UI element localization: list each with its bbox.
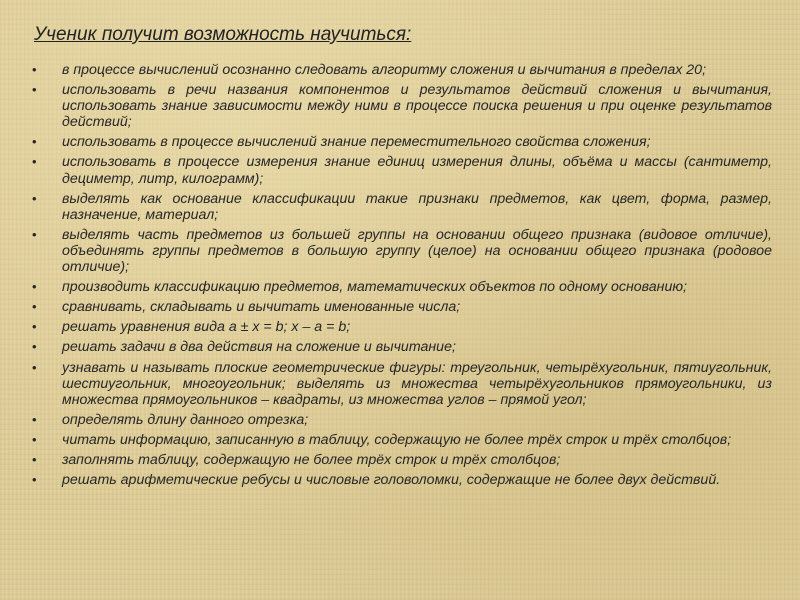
bullet-icon: •	[32, 451, 37, 467]
list-item-text: читать информацию, записанную в таблицу, содержащую не более трёх строк и трёх столбцов;	[62, 431, 732, 448]
list-item-text: сравнивать, складывать и вычитать именованные числа;	[62, 299, 461, 316]
list-item	[30, 227, 772, 275]
list-item	[30, 279, 772, 295]
list-item-text: в процессе вычислений осознанно следовать алгоритму сложения и вычитания в пределах 20;	[62, 62, 707, 78]
bullet-icon: •	[32, 279, 37, 295]
list-item-text: узнавать и называть плоские геометрические фигуры: треугольник, четырёхугольник, пятиугольник, шестиугольник, многоугольник; выделять из множества четырёхугольников прямоугольники, из множества прямоугольников – квадраты, из множества углов – прямой угол;	[62, 359, 772, 408]
list-item-text: определять длину данного отрезка;	[62, 411, 309, 428]
list-item-text: использовать в процессе вычислений знание переместительного свойства сложения;	[62, 134, 651, 151]
bullet-icon: •	[32, 339, 37, 355]
list-item	[30, 472, 772, 488]
list-item	[30, 432, 772, 448]
bullet-icon: •	[32, 154, 37, 170]
list-item	[30, 154, 772, 186]
bullet-icon: •	[32, 319, 37, 335]
bullet-icon: •	[32, 226, 37, 242]
list-item	[30, 299, 772, 315]
list-item-text: производить классификацию предметов, математических объектов по одному основанию;	[62, 279, 687, 296]
list-item	[30, 452, 772, 468]
list-item	[30, 82, 772, 130]
list-item-text: заполнять таблицу, содержащую не более трёх строк и трёх столбцов;	[62, 451, 561, 468]
bullet-icon: •	[32, 359, 37, 375]
outcome-list	[30, 62, 772, 492]
slide-title: Ученик получит возможность научиться:	[34, 24, 412, 45]
bullet-icon: •	[32, 190, 37, 206]
bullet-icon: •	[32, 299, 37, 315]
list-item-text: выделять часть предметов из большей группы на основании общего признака (видовое отличие), объединять группы предметов в большую группу (целое) на основании общего признака (родовое отличие);	[62, 226, 772, 276]
bullet-icon: •	[32, 411, 37, 427]
list-item	[30, 62, 772, 78]
list-item	[30, 339, 772, 355]
bullet-icon: •	[32, 134, 37, 150]
bullet-icon: •	[32, 472, 37, 488]
list-item	[30, 360, 772, 408]
list-item-text: использовать в речи названия компонентов и результатов действий сложения и вычитания, использовать знание зависимости между ними в процессе поиска решения и при оценке результатов действий;	[62, 82, 772, 131]
bullet-icon: •	[32, 62, 37, 77]
list-item	[30, 319, 772, 335]
bullet-icon: •	[32, 431, 37, 447]
list-item-text: выделять как основание классификации такие признаки предметов, как цвет, форма, размер, назначение, материал;	[62, 190, 772, 223]
list-item	[30, 134, 772, 150]
bullet-icon: •	[32, 82, 37, 98]
list-item	[30, 191, 772, 223]
list-item-text: решать уравнения вида а ± х = b; х – а = b;	[62, 319, 351, 336]
list-item-text: использовать в процессе измерения знание единиц измерения длины, объёма и массы (сантиметр, дециметр, литр, килограмм);	[62, 154, 772, 187]
list-item	[30, 412, 772, 428]
list-item-text: решать задачи в два действия на сложение и вычитание;	[62, 339, 456, 356]
list-item-text: решать арифметические ребусы и числовые головоломки, содержащие не более двух действий.	[62, 472, 721, 489]
